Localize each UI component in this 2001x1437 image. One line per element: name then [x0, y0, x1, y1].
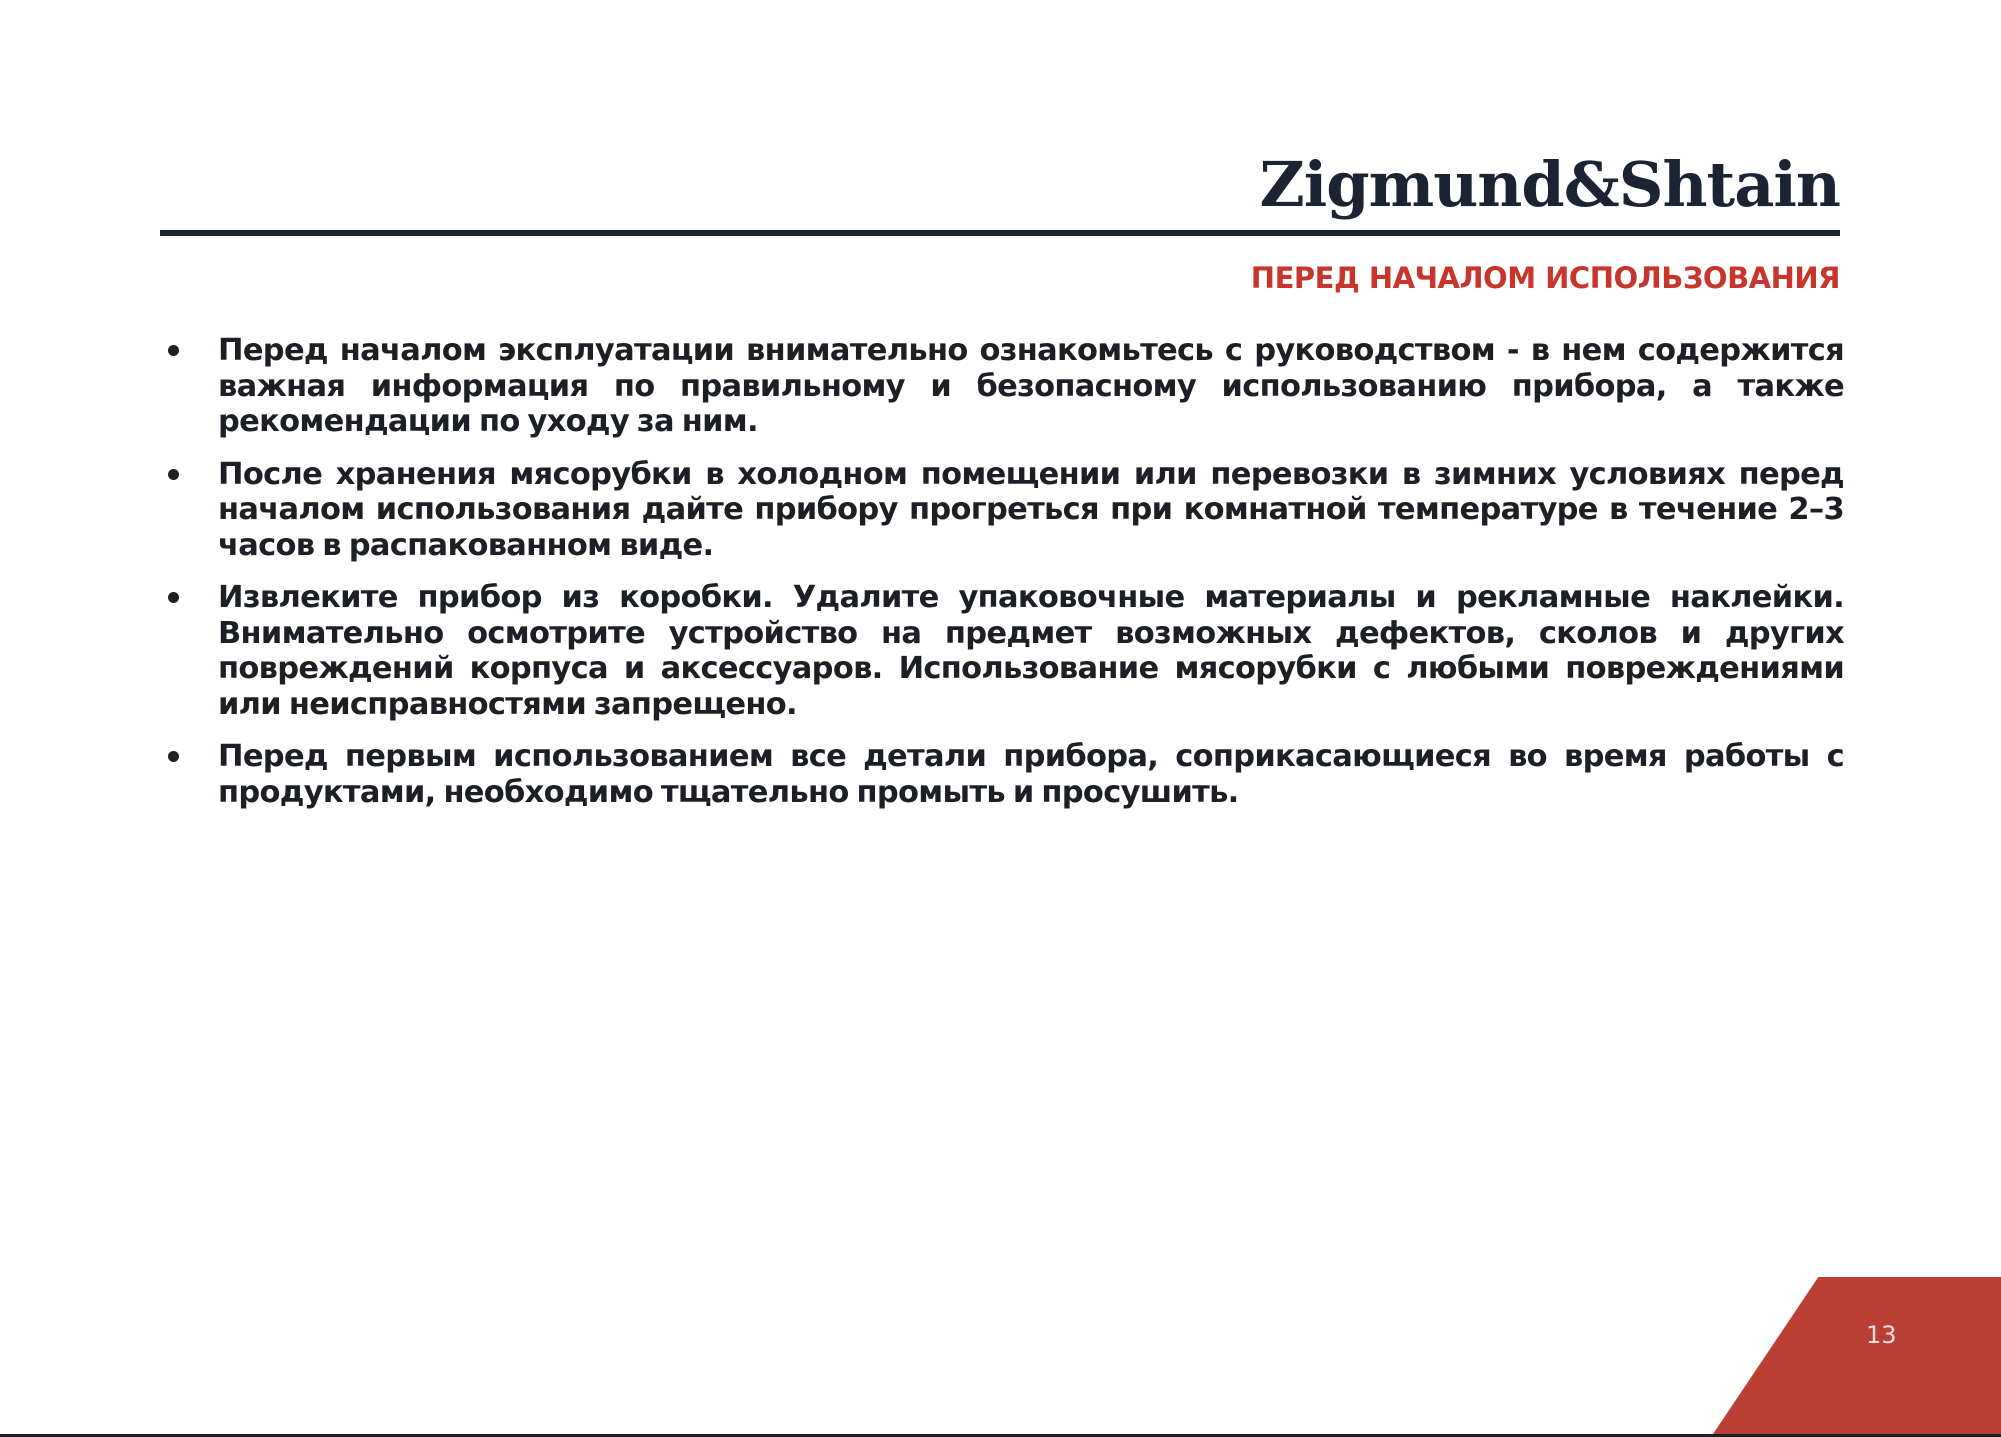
section-title: ПЕРЕД НАЧАЛОМ ИСПОЛЬЗОВАНИЯ — [1250, 261, 1840, 295]
bullet-icon — [168, 469, 179, 480]
bullet-icon — [168, 751, 179, 762]
list-item — [160, 739, 1844, 810]
list-item-text: Перед началом эксплуатации внимательно ознакомьтесь с руководством - в нем содержится важная информация по правильному и безопасному использованию прибора, а также рекомендации по уходу за ним. — [218, 333, 1844, 439]
bullet-icon — [168, 345, 179, 356]
list-item — [160, 333, 1844, 440]
page-number: 13 — [1866, 1321, 1897, 1349]
list-item-text: Перед первым использованием все детали прибора, соприкасающиеся во время работы с продуктами, необходимо тщательно промыть и просушить. — [218, 739, 1844, 810]
list-item-text: После хранения мясорубки в холодном помещении или перевозки в зимних условиях перед началом использования дайте прибору прогреться при комнатной температуре в течение 2–3 часов в распакованном виде. — [218, 456, 1844, 563]
header-divider — [160, 230, 1840, 236]
bullet-icon — [168, 592, 179, 603]
instructions-list — [160, 333, 1844, 827]
list-item-text: Извлеките прибор из коробки. Удалите упаковочные материалы и рекламные наклейки. Внимательно осмотрите устройство на предмет возможных дефектов, сколов и других повреждений корпуса и аксессуаров. Использование мясорубки с любыми повреждениями или неисправностями запрещено. — [218, 580, 1844, 722]
list-item — [160, 457, 1844, 564]
corner-decoration — [1711, 1277, 2001, 1437]
brand-logo: Zigmund&Shtain — [1259, 148, 1840, 221]
list-item — [160, 580, 1844, 722]
